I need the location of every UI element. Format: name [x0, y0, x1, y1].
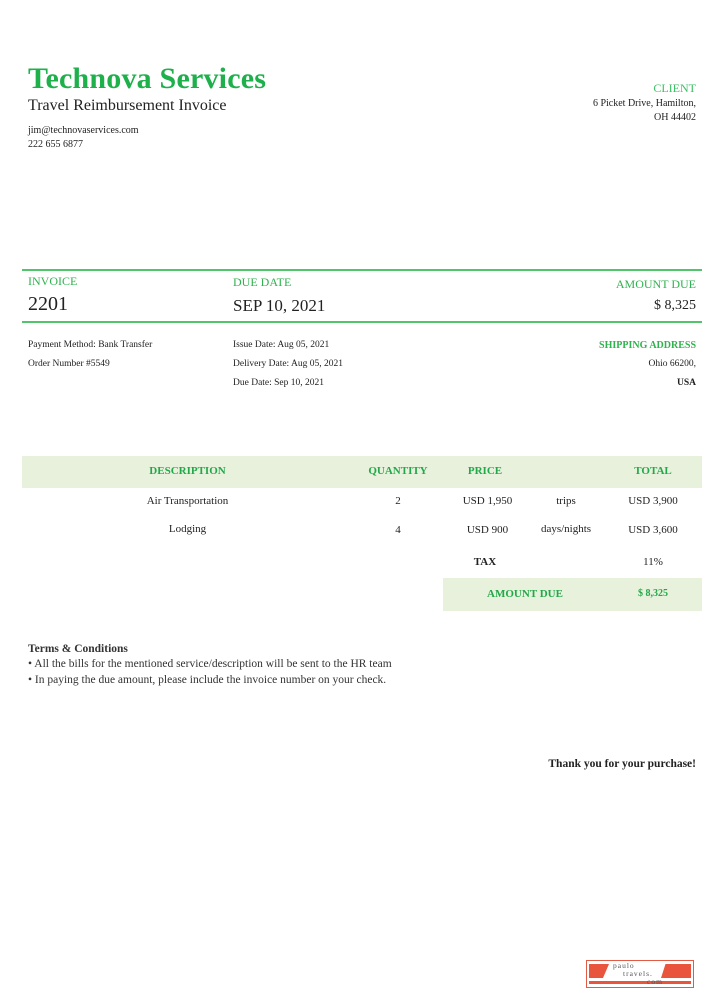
- terms-title: Terms & Conditions: [28, 643, 128, 655]
- details-left: [28, 336, 152, 374]
- summary-top-rule: [22, 269, 702, 271]
- amount-due-label: AMOUNT DUE: [615, 277, 696, 291]
- tax-label: TAX: [473, 556, 497, 568]
- logo-text-line3: com: [647, 977, 663, 986]
- tax-value: 11%: [643, 556, 663, 568]
- row-quantity: 2: [395, 495, 401, 507]
- logo-stripe-right: [661, 964, 691, 978]
- terms-item: • All the bills for the mentioned service/description will be sent to the HR team: [28, 658, 392, 670]
- client-address: [536, 97, 696, 125]
- paulo-travels-logo: [586, 960, 694, 988]
- logo-text-line1: paulo: [613, 961, 635, 970]
- summary-bottom-rule: [22, 321, 702, 323]
- delivery-date: Delivery Date: Aug 05, 2021: [233, 359, 344, 369]
- shipping-address-label: SHIPPING ADDRESS: [599, 340, 696, 351]
- terms-item: • In paying the due amount, please include the invoice number on your check.: [28, 674, 387, 686]
- col-header-price: PRICE: [467, 465, 503, 477]
- due-date: Due Date: Sep 10, 2021: [233, 378, 325, 388]
- row-total: USD 3,600: [628, 524, 678, 536]
- row-price: USD 900: [466, 524, 509, 536]
- col-header-description: DESCRIPTION: [149, 465, 226, 477]
- document-title: Travel Reimbursement Invoice: [28, 97, 227, 114]
- col-header-total: TOTAL: [634, 465, 672, 477]
- row-description: Air Transportation: [146, 495, 229, 507]
- client-address-line1: 6 Picket Drive, Hamilton,: [592, 98, 696, 109]
- amount-due-value: $ 8,325: [654, 298, 696, 313]
- shipping-address-line1: Ohio 66200,: [648, 359, 696, 369]
- row-quantity: 4: [395, 524, 401, 536]
- issue-date: Issue Date: Aug 05, 2021: [233, 340, 330, 350]
- logo-text: [613, 962, 663, 986]
- table-amount-due-value: $ 8,325: [638, 588, 668, 599]
- client-label: CLIENT: [653, 81, 696, 95]
- row-unit: trips: [556, 495, 576, 507]
- row-price: USD 1,950: [462, 495, 513, 507]
- company-name: Technova Services: [28, 62, 267, 95]
- invoice-number: 2201: [28, 293, 68, 315]
- details-dates: [233, 336, 343, 393]
- invoice-label: INVOICE: [28, 274, 78, 288]
- row-unit: days/nights: [540, 523, 592, 535]
- row-total: USD 3,900: [628, 495, 678, 507]
- logo-text-line2: travels.: [623, 969, 653, 978]
- shipping-address: [599, 336, 696, 393]
- order-number: Order Number #5549: [28, 359, 110, 369]
- company-phone: 222 655 6877: [28, 139, 83, 150]
- payment-method: Payment Method: Bank Transfer: [28, 340, 153, 350]
- client-address-line2: OH 44402: [654, 112, 696, 123]
- thank-you-message: Thank you for your purchase!: [548, 758, 696, 770]
- row-description: Lodging: [168, 523, 207, 535]
- logo-stripe-left: [589, 964, 609, 978]
- col-header-quantity: QUANTITY: [368, 465, 428, 477]
- company-email: jim@technovaservices.com: [28, 125, 139, 136]
- due-date-label: DUE DATE: [233, 275, 292, 289]
- shipping-address-line2: USA: [676, 378, 696, 388]
- table-amount-due-label: AMOUNT DUE: [487, 588, 563, 600]
- due-date-value: SEP 10, 2021: [233, 296, 326, 315]
